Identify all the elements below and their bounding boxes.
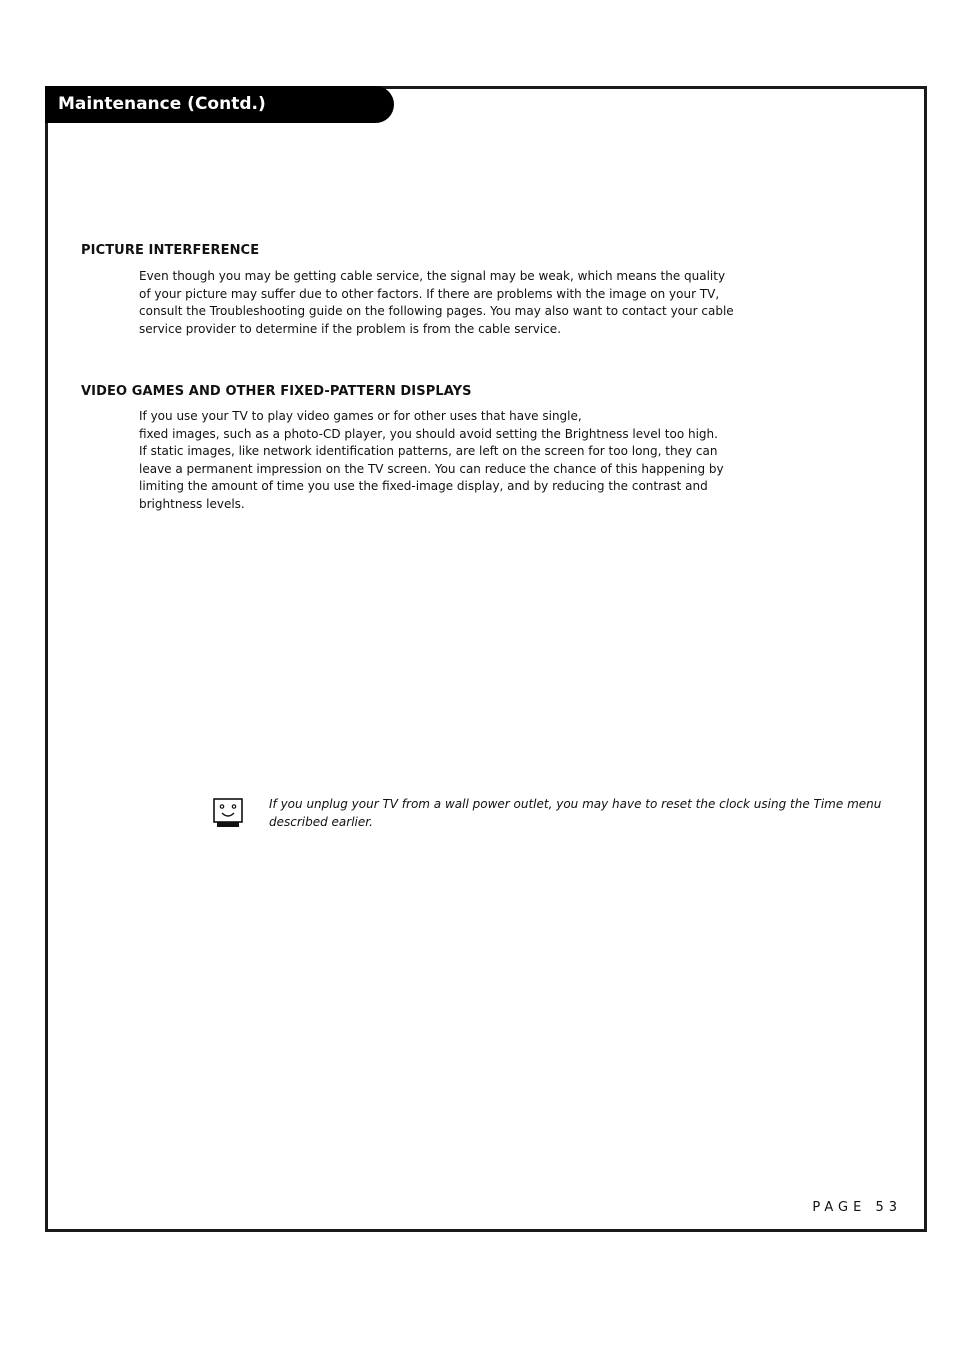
section-heading-video-games: VIDEO GAMES AND OTHER FIXED-PATTERN DISPLAYS	[81, 384, 472, 399]
body-line: brightness levels.	[139, 496, 245, 511]
page-title: Maintenance (Contd.)	[45, 86, 394, 123]
body-line: service provider to determine if the problem is from the cable service.	[139, 321, 562, 336]
note-line: If you unplug your TV from a wall power outlet, you may have to reset the clock using the Time menu	[269, 797, 882, 811]
body-line: of your picture may suffer due to other factors. If there are problems with the image on your TV,	[139, 286, 720, 301]
body-line: limiting the amount of time you use the fixed-image display, and by reducing the contrast and	[139, 479, 708, 494]
smiley-tv-icon	[213, 798, 243, 828]
body-line: leave a permanent impression on the TV screen. You can reduce the chance of this happening by	[139, 461, 724, 476]
section-body-video-games	[139, 408, 749, 514]
note-text	[269, 796, 882, 831]
page-number: PAGE 53	[812, 1200, 902, 1215]
body-line: If static images, like network identification patterns, are left on the screen for too long, they can	[139, 444, 718, 459]
note-line: described earlier.	[269, 814, 373, 829]
body-line: Even though you may be getting cable service, the signal may be weak, which means the quality	[139, 269, 726, 283]
body-line: consult the Troubleshooting guide on the following pages. You may also want to contact your cable	[139, 304, 734, 319]
section-body-picture-interference	[139, 268, 749, 338]
section-heading-picture-interference: PICTURE INTERFERENCE	[81, 243, 260, 258]
body-line: fixed images, such as a photo-CD player, you should avoid setting the Brightness level too high.	[139, 426, 718, 441]
body-line: If you use your TV to play video games or for other uses that have single,	[139, 409, 582, 423]
